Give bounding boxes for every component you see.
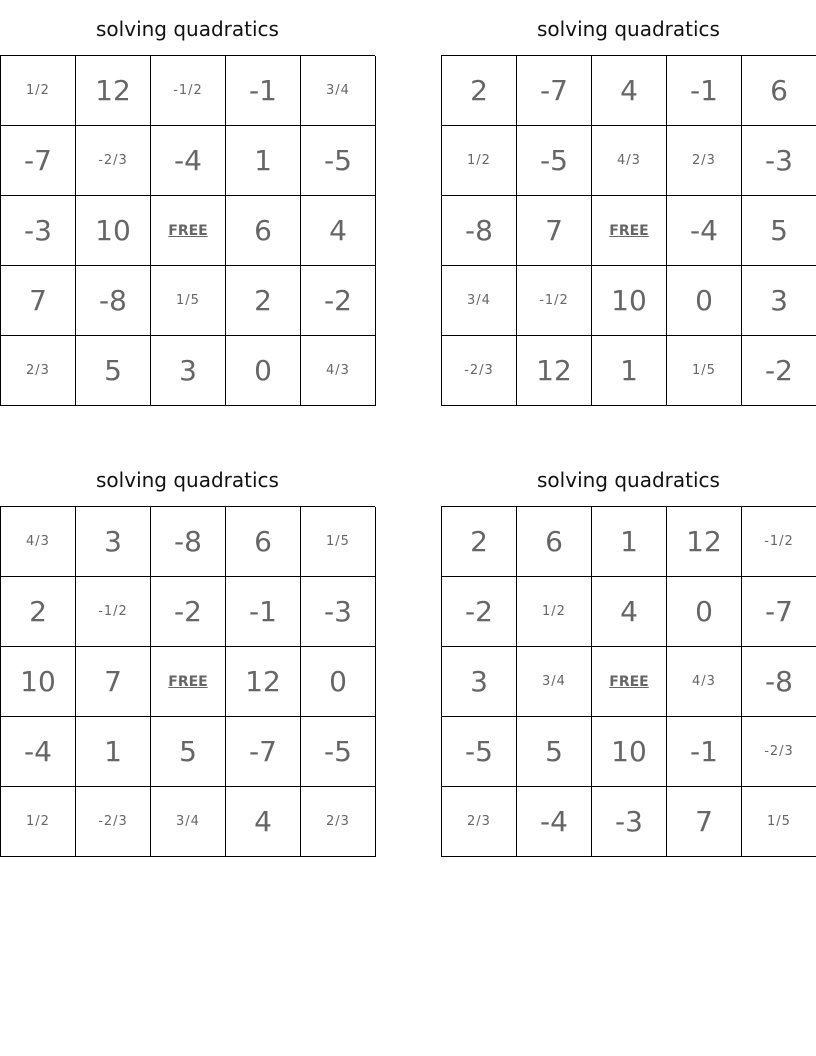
- bingo-cell: -2: [742, 336, 816, 406]
- bingo-grid: [441, 55, 816, 406]
- bingo-cell: 4: [226, 787, 301, 857]
- card-title: solving quadratics: [537, 17, 720, 41]
- bingo-cell: -2: [151, 577, 226, 647]
- bingo-cell: -1/2: [742, 507, 816, 577]
- bingo-cell: 4: [301, 196, 376, 266]
- bingo-cell: 1/5: [301, 507, 376, 577]
- bingo-cell: 7: [1, 266, 76, 336]
- bingo-cell: -1/2: [76, 577, 151, 647]
- bingo-cell: -2/3: [76, 126, 151, 196]
- bingo-cell: -7: [517, 56, 592, 126]
- card-title: solving quadratics: [537, 468, 720, 492]
- bingo-card: [441, 17, 816, 406]
- bingo-cell: 3: [76, 507, 151, 577]
- bingo-cell: -3: [742, 126, 816, 196]
- bingo-cell: -2/3: [76, 787, 151, 857]
- bingo-cell: 10: [592, 266, 667, 336]
- bingo-grid: [0, 55, 375, 406]
- card-title: solving quadratics: [96, 468, 279, 492]
- bingo-cell: -2/3: [742, 717, 816, 787]
- bingo-cell: -8: [442, 196, 517, 266]
- bingo-cell: 1/5: [667, 336, 742, 406]
- bingo-cell: -5: [301, 717, 376, 787]
- free-space: FREE: [592, 647, 667, 717]
- bingo-cell: -7: [742, 577, 816, 647]
- bingo-cell: -4: [151, 126, 226, 196]
- bingo-cell: 4/3: [1, 507, 76, 577]
- bingo-cell: 3: [151, 336, 226, 406]
- bingo-cell: 2/3: [1, 336, 76, 406]
- bingo-cell: 2: [442, 507, 517, 577]
- bingo-cell: -1/2: [151, 56, 226, 126]
- bingo-cell: -4: [1, 717, 76, 787]
- bingo-cell: 5: [151, 717, 226, 787]
- bingo-cell: 10: [592, 717, 667, 787]
- bingo-cell: 1/2: [1, 787, 76, 857]
- card-title: solving quadratics: [96, 17, 279, 41]
- bingo-cell: 12: [226, 647, 301, 717]
- bingo-cell: 2: [226, 266, 301, 336]
- bingo-cell: 1/2: [1, 56, 76, 126]
- bingo-cell: 6: [517, 507, 592, 577]
- bingo-cell: 12: [517, 336, 592, 406]
- free-space: FREE: [151, 647, 226, 717]
- bingo-cell: 7: [667, 787, 742, 857]
- bingo-cell: 10: [1, 647, 76, 717]
- bingo-cell: 1/5: [742, 787, 816, 857]
- bingo-cell: 0: [667, 266, 742, 336]
- bingo-cell: 1: [592, 507, 667, 577]
- free-space: FREE: [151, 196, 226, 266]
- bingo-cell: 2/3: [667, 126, 742, 196]
- bingo-cell: 4: [592, 577, 667, 647]
- bingo-card: [0, 17, 375, 406]
- bingo-cell: 1/2: [442, 126, 517, 196]
- bingo-card: [441, 468, 816, 857]
- bingo-cell: 3: [742, 266, 816, 336]
- bingo-cell: -1: [667, 717, 742, 787]
- bingo-cell: 5: [76, 336, 151, 406]
- bingo-cell: 3/4: [442, 266, 517, 336]
- bingo-cell: 3/4: [151, 787, 226, 857]
- bingo-cell: -5: [301, 126, 376, 196]
- bingo-cell: -3: [301, 577, 376, 647]
- bingo-cell: 1: [226, 126, 301, 196]
- bingo-cell: -5: [442, 717, 517, 787]
- bingo-cell: -1: [226, 56, 301, 126]
- bingo-cell: -8: [76, 266, 151, 336]
- bingo-cell: 0: [301, 647, 376, 717]
- bingo-cell: 3/4: [301, 56, 376, 126]
- bingo-cell: -2/3: [442, 336, 517, 406]
- bingo-cell: -3: [592, 787, 667, 857]
- bingo-cell: 4/3: [592, 126, 667, 196]
- bingo-cell: 2: [442, 56, 517, 126]
- bingo-cell: 6: [226, 507, 301, 577]
- bingo-cell: 1: [76, 717, 151, 787]
- bingo-cell: 4/3: [301, 336, 376, 406]
- bingo-cell: -1: [226, 577, 301, 647]
- bingo-cell: 0: [667, 577, 742, 647]
- bingo-cell: 1/5: [151, 266, 226, 336]
- bingo-cell: 1: [592, 336, 667, 406]
- bingo-cell: 2/3: [301, 787, 376, 857]
- bingo-cell: 2: [1, 577, 76, 647]
- bingo-cell: 4: [592, 56, 667, 126]
- bingo-cell: -4: [517, 787, 592, 857]
- bingo-cell: -1: [667, 56, 742, 126]
- bingo-cell: 12: [667, 507, 742, 577]
- bingo-cell: 2/3: [442, 787, 517, 857]
- bingo-cell: 5: [742, 196, 816, 266]
- bingo-grid: [441, 506, 816, 857]
- bingo-cell: 6: [226, 196, 301, 266]
- bingo-cell: 4/3: [667, 647, 742, 717]
- bingo-cell: -5: [517, 126, 592, 196]
- bingo-cell: -2: [301, 266, 376, 336]
- bingo-cell: 6: [742, 56, 816, 126]
- bingo-cell: 10: [76, 196, 151, 266]
- bingo-cell: 5: [517, 717, 592, 787]
- bingo-cell: -8: [151, 507, 226, 577]
- free-space: FREE: [592, 196, 667, 266]
- bingo-cell: -8: [742, 647, 816, 717]
- bingo-cell: -4: [667, 196, 742, 266]
- bingo-cell: -1/2: [517, 266, 592, 336]
- bingo-cell: 7: [76, 647, 151, 717]
- bingo-cell: -7: [226, 717, 301, 787]
- bingo-cell: 0: [226, 336, 301, 406]
- bingo-cell: 7: [517, 196, 592, 266]
- bingo-card: [0, 468, 375, 857]
- bingo-cell: 3/4: [517, 647, 592, 717]
- bingo-cell: 1/2: [517, 577, 592, 647]
- bingo-cell: 12: [76, 56, 151, 126]
- bingo-cell: -3: [1, 196, 76, 266]
- bingo-cell: -7: [1, 126, 76, 196]
- bingo-cell: -2: [442, 577, 517, 647]
- bingo-grid: [0, 506, 375, 857]
- bingo-cell: 3: [442, 647, 517, 717]
